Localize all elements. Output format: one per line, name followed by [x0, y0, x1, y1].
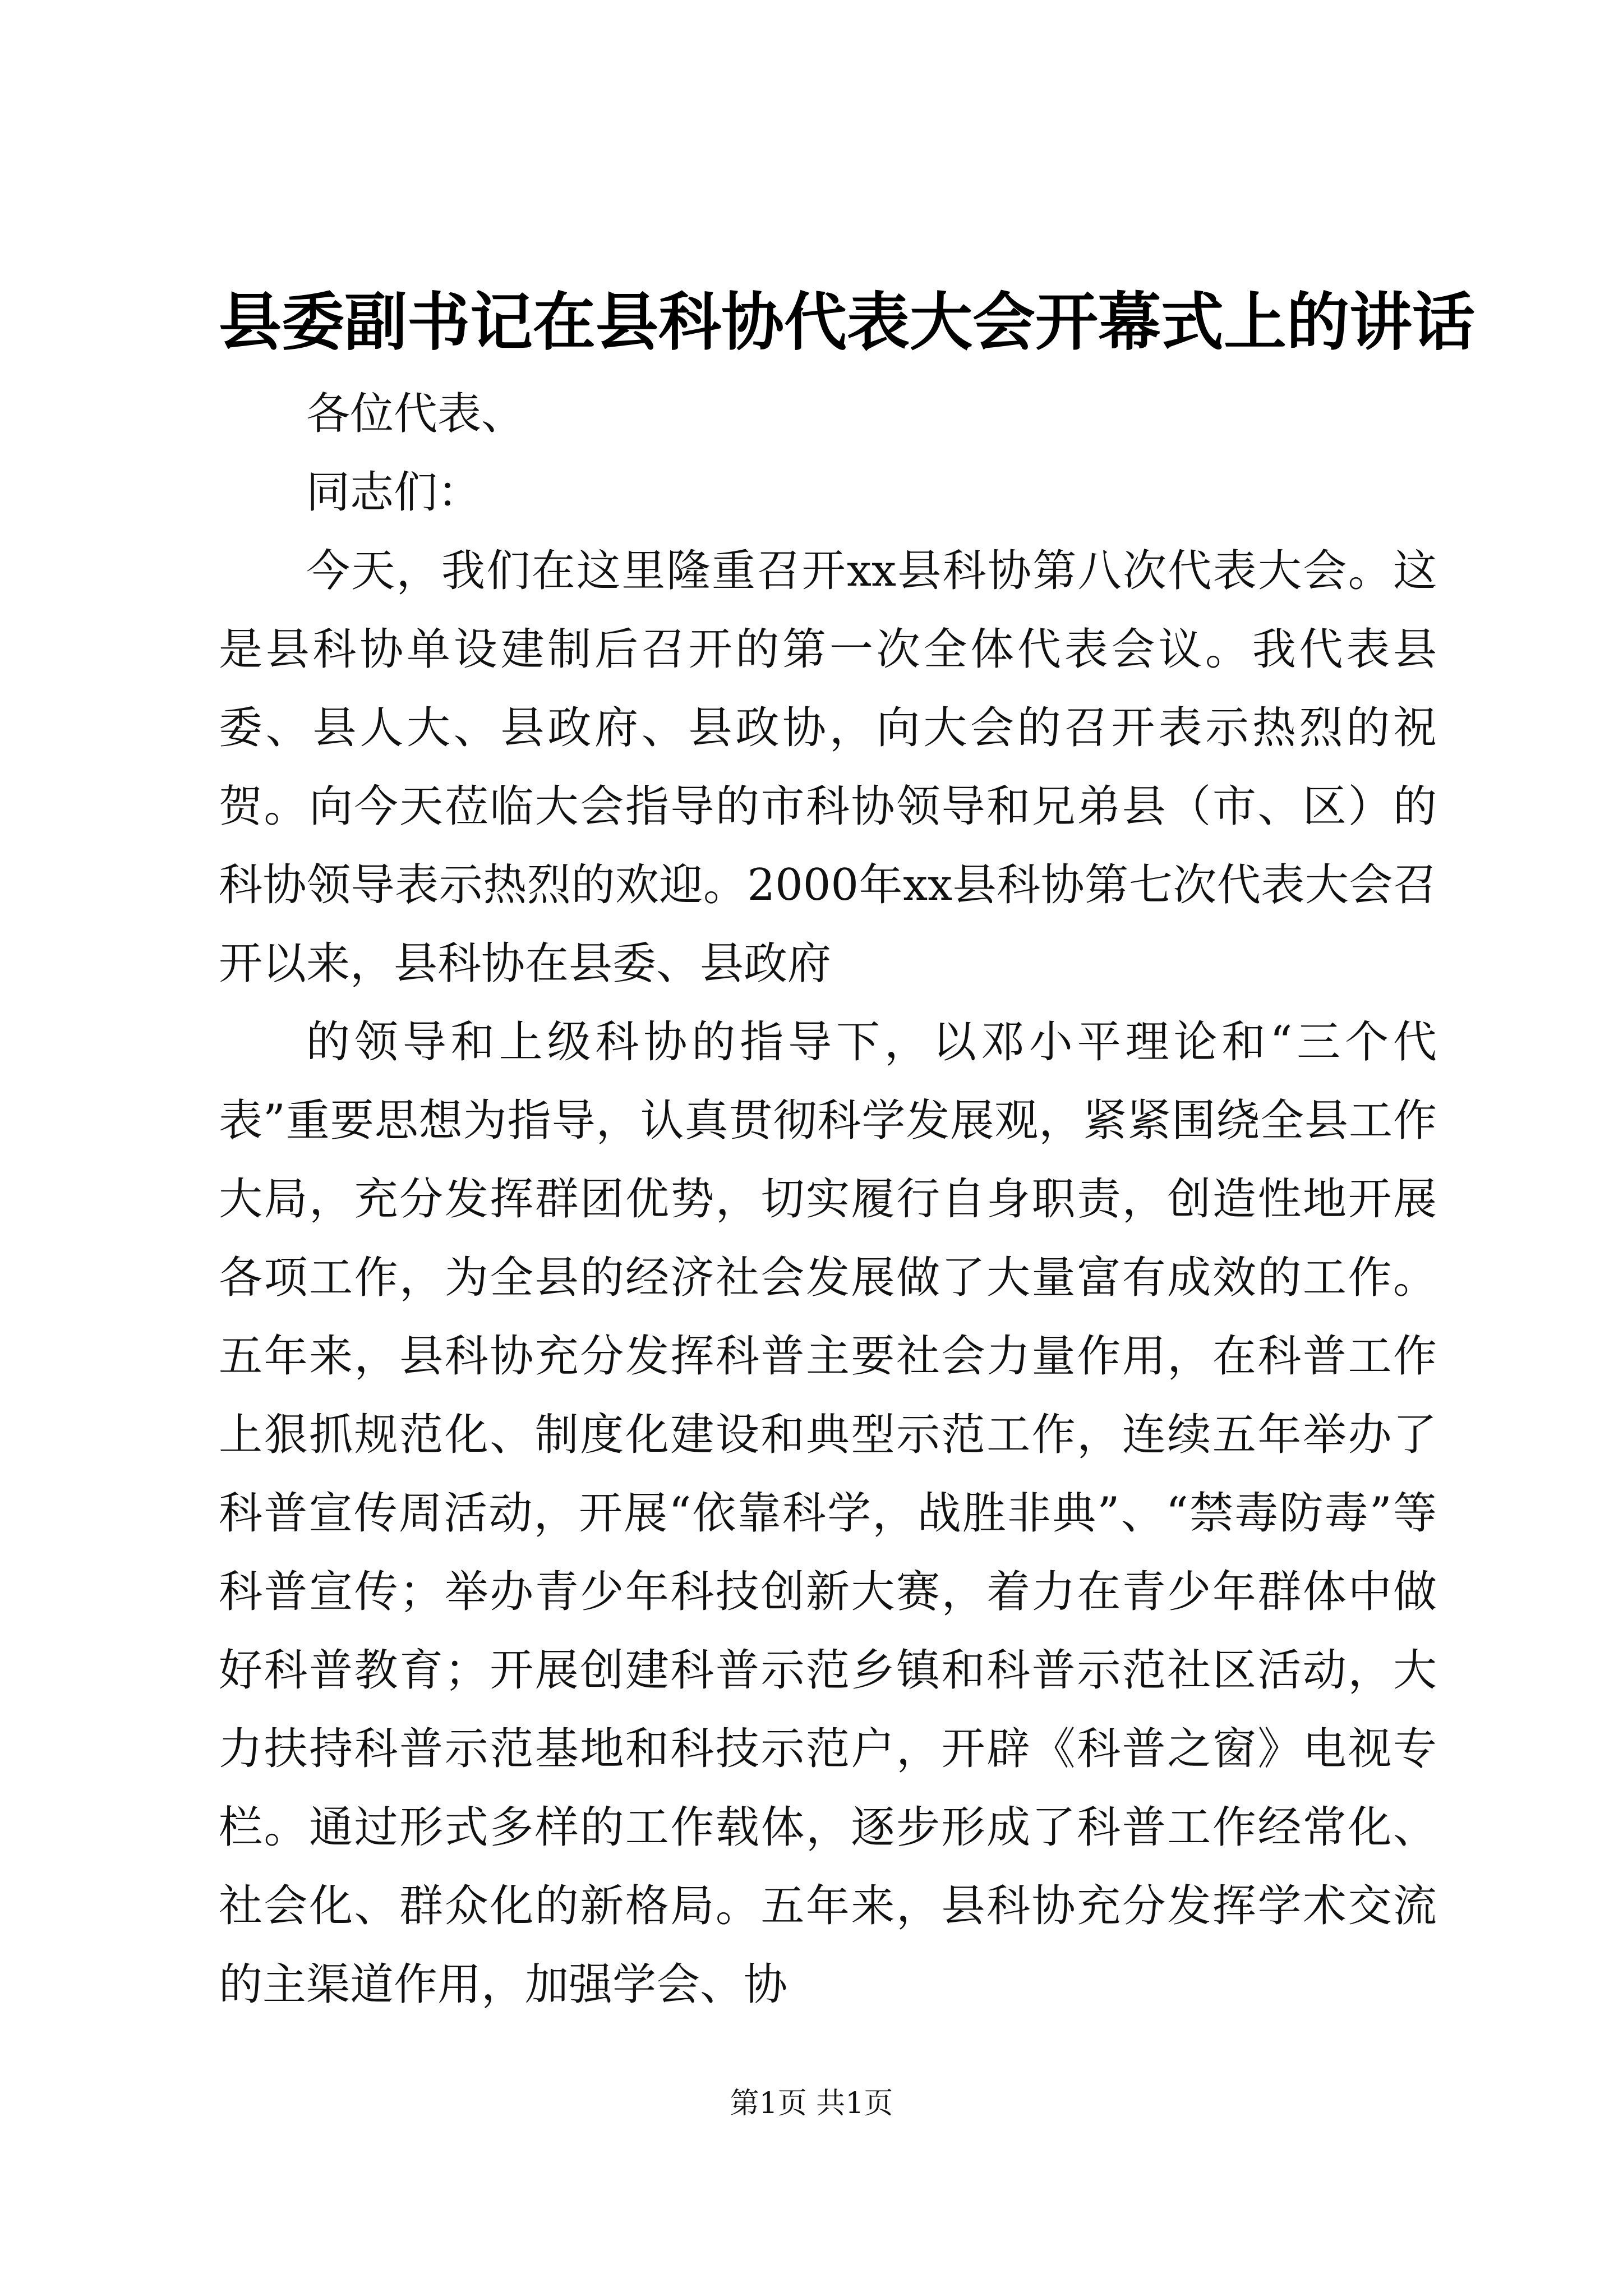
body-paragraph: 的领导和上级科协的指导下，以邓小平理论和“三个代表”重要思想为指导，认真贯彻科学发展观，紧紧围绕全县工作大局，充分发挥群团优势，切实履行自身职责，创造性地开展各项工作，为全县的经济社会发展做了大量富有成效的工作。五年来，县科协充分发挥科普主要社会力量作用，在科普工作上狠抓规范化、制度化建设和典型示范工作，连续五年举办了科普宣传周活动，开展“依靠科学，战胜非典”、“禁毒防毒”等科普宣传；举办青少年科技创新大赛，着力在青少年群体中做好科普教育；开展创建科普示范乡镇和科普示范社区活动，大力扶持科普示范基地和科技示范户，开辟《科普之窗》电视专栏。通过形式多样的工作载体，逐步形成了科普工作经常化、社会化、群众化的新格局。五年来，县科协充分发挥学术交流的主渠道作用，加强学会、协 [219, 1017, 1437, 2010]
document-title: 县委副书记在县科协代表大会开幕式上的讲话 [219, 286, 1475, 359]
page-footer: 第1页 共1页 [730, 2087, 893, 2120]
salutation-line: 同志们： [306, 467, 482, 518]
document-body [219, 375, 1437, 2024]
salutation-line: 各位代表、 [306, 389, 525, 439]
body-paragraph: 今天，我们在这里隆重召开xx县科协第八次代表大会。这是县科协单设建制后召开的第一次全体代表会议。我代表县委、县人大、县政府、县政协，向大会的召开表示热烈的祝贺。向今天莅临大会指导的市科协领导和兄弟县（市、区）的科协领导表示热烈的欢迎。2000年xx县科协第七次代表大会召开以来，县科协在县委、县政府 [219, 546, 1437, 989]
